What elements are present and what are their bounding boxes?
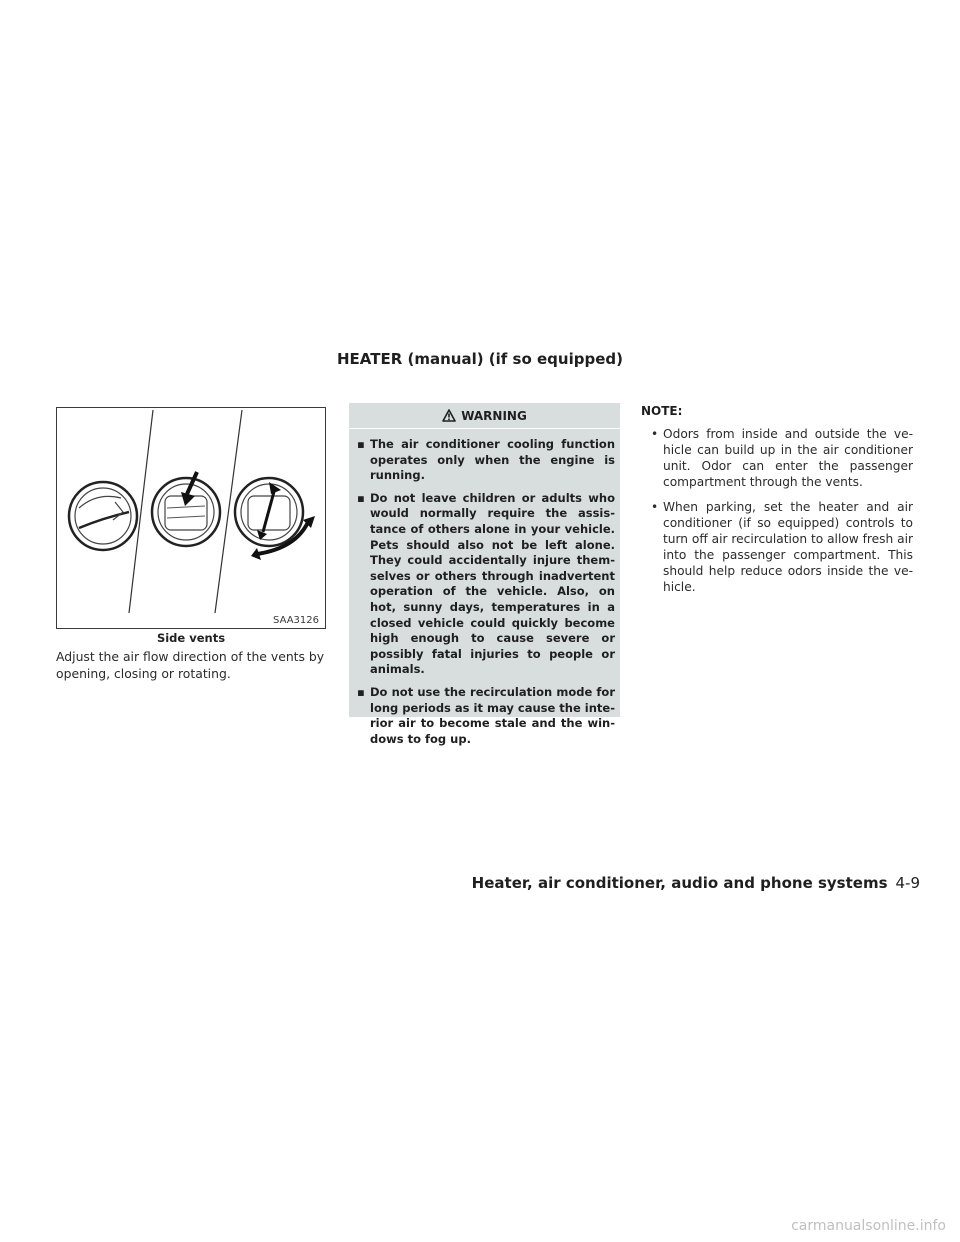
side-vents-figure [56, 407, 326, 629]
warning-box [349, 403, 620, 746]
side-vents-illustration [57, 408, 325, 628]
warning-header [349, 403, 620, 429]
vent-closed [69, 482, 137, 550]
bullet-icon: ▪ [357, 684, 365, 699]
section-heading: HEATER (manual) (if so equipped) [337, 350, 623, 368]
bullet-icon: • [651, 500, 659, 514]
warning-list [349, 429, 620, 747]
note-item [641, 499, 913, 595]
warning-item-text: Do not leave children or adults who would normally require the assis- tance of others alone in your vehicle. Pets should also not be left alone. They could accidentally injure them- selves or others through inadvertent operation of the vehicle. Also, on hot, sunny days, temperatures in a closed vehicle could quickly become high enough to cause severe or possibly fatal injuries to people or animals. [370, 490, 615, 677]
page-footer [472, 874, 920, 892]
footer-chapter-title: Heater, air conditioner, audio and phone systems [471, 874, 888, 892]
figure-code: SAA3126 [273, 615, 319, 626]
note-list [641, 426, 913, 604]
bullet-icon: ▪ [357, 490, 365, 505]
warning-triangle-icon [442, 409, 456, 422]
warning-item [357, 491, 615, 678]
vent-open [152, 472, 220, 546]
warning-item [357, 685, 615, 747]
warning-title: WARNING [461, 408, 527, 423]
note-item [641, 426, 913, 490]
page-number: 4-9 [895, 874, 920, 892]
warning-item-text: Do not use the recirculation mode for long periods as it may cause the inte- rior air to become stale and the win- dows to fog up. [370, 684, 615, 746]
watermark-link[interactable]: carmanualsonline.info [791, 1218, 946, 1234]
bullet-icon: • [651, 427, 659, 441]
figure-caption: Side vents [156, 631, 226, 645]
intro-paragraph: Adjust the air flow direction of the vents by opening, closing or rotating. [56, 649, 325, 681]
note-item-text: Odors from inside and outside the ve- hicle can build up in the air conditioner unit. Odor can enter the passenger compartment through the vents. [663, 427, 913, 489]
bullet-icon: ▪ [357, 437, 365, 451]
note-item-text: When parking, set the heater and air conditioner (if so equipped) controls to turn off air recirculation to allow fresh air into the passenger compartment. This should help reduce odors inside the ve- hicle. [663, 500, 913, 594]
note-title: NOTE: [641, 404, 683, 418]
warning-item [357, 437, 615, 484]
warning-item-text: The air conditioner cooling function operates only when the engine is running. [370, 437, 615, 483]
vent-rotate [235, 478, 315, 560]
